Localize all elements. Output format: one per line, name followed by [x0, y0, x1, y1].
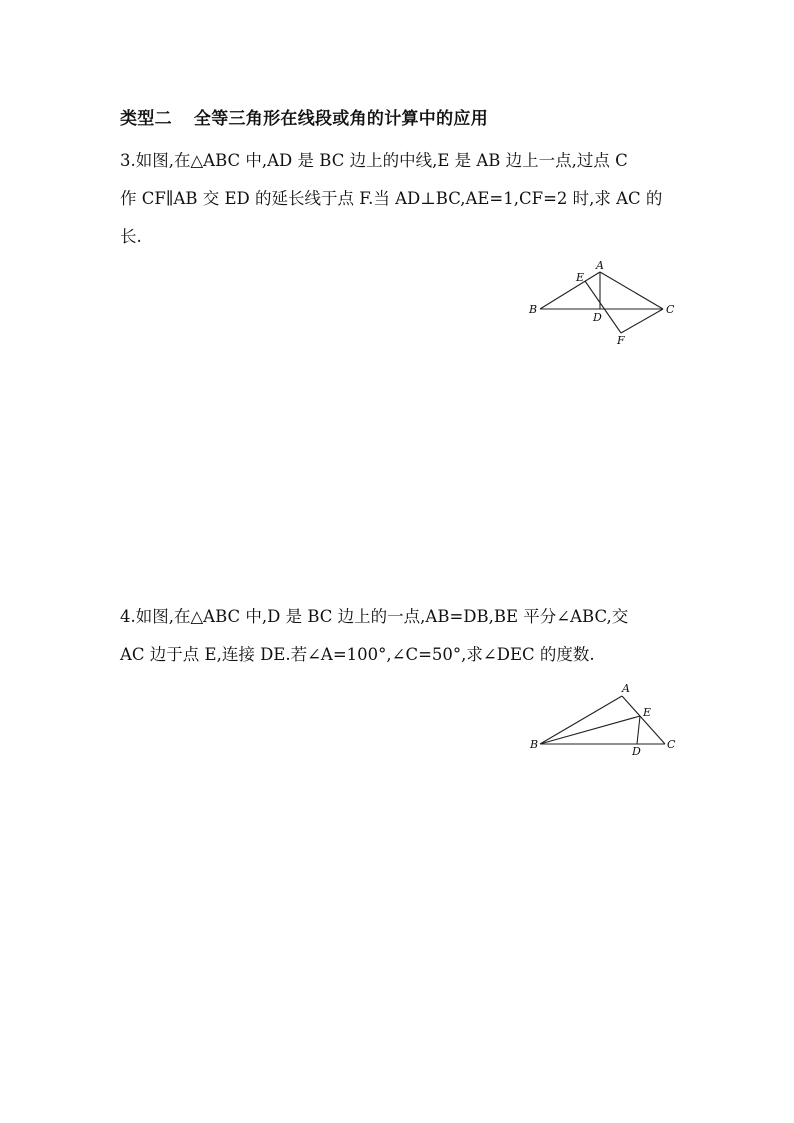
section-label: 类型二 — [120, 109, 172, 129]
problem-4-line-2: AC 边于点 E,连接 DE.若∠A=100°,∠C=50°,求∠DEC 的度数. — [120, 645, 595, 664]
problem-3-line-2: 作 CF∥AB 交 ED 的延长线于点 F.当 AD⊥BC,AE=1,CF=2 时,求 AC 的 — [120, 189, 663, 208]
label-f: F — [617, 334, 625, 347]
problem-3 — [120, 142, 680, 256]
label-e: E — [576, 271, 585, 284]
problem-4-figure — [524, 678, 684, 760]
problem-3-line-3: 长. — [120, 227, 142, 246]
section-title — [120, 104, 488, 129]
label-b: B — [530, 738, 539, 751]
segment-ef — [585, 281, 621, 333]
problem-4-line-1: 4.如图,在△ABC 中,D 是 BC 边上的一点,AB=DB,BE 平分∠ABC,交 — [120, 607, 629, 626]
label-a: A — [622, 682, 630, 695]
problem-3-figure — [524, 258, 684, 348]
label-c: C — [666, 303, 675, 316]
label-a: A — [596, 259, 604, 272]
section-heading: 全等三角形在线段或角的计算中的应用 — [193, 109, 489, 129]
label-e: E — [643, 706, 652, 719]
segment-ac — [600, 272, 663, 309]
segment-be — [540, 716, 640, 744]
problem-3-line-1: 3.如图,在△ABC 中,AD 是 BC 边上的中线,E 是 AB 边上一点,过点 C — [120, 151, 628, 170]
segment-cf — [621, 309, 663, 333]
label-d: D — [593, 311, 602, 324]
segment-ac — [622, 696, 665, 744]
problem-4 — [120, 598, 680, 674]
segment-ba — [540, 696, 622, 744]
label-b: B — [529, 303, 538, 316]
segment-de — [637, 716, 640, 744]
label-c: C — [667, 738, 676, 751]
label-d: D — [632, 745, 641, 758]
